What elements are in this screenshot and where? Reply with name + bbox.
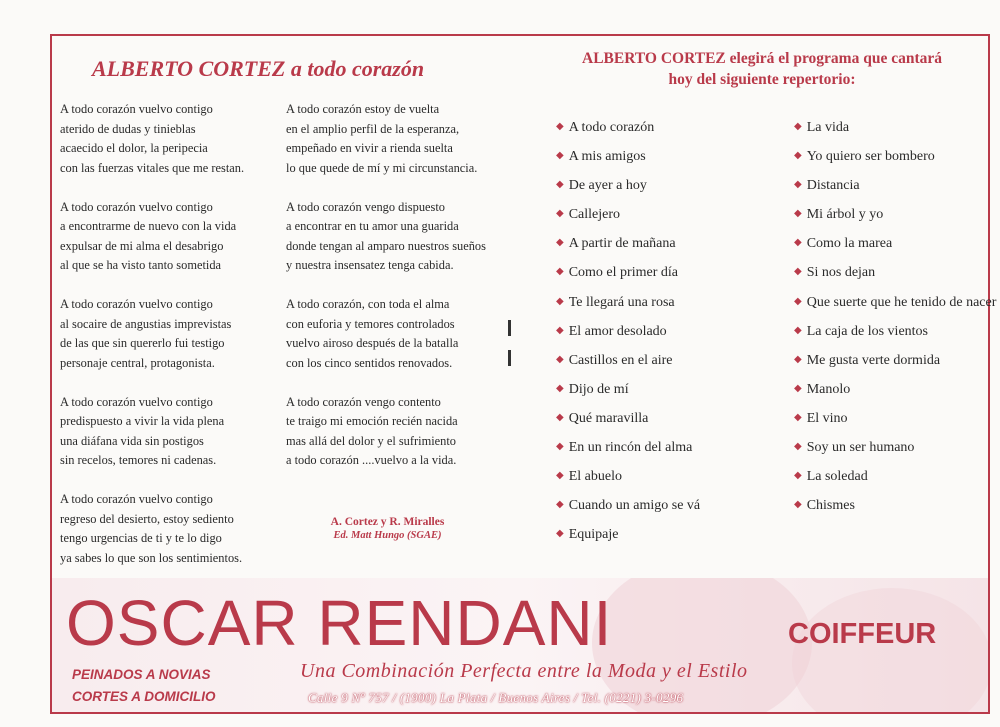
diamond-bullet-icon: ◆: [556, 266, 564, 278]
poem-line: A todo corazón vuelvo contigo: [60, 199, 213, 214]
diamond-bullet-icon: ◆: [794, 237, 802, 249]
diamond-bullet-icon: ◆: [794, 121, 802, 132]
poem-line: aterido de dudas y tinieblas: [60, 121, 196, 136]
diamond-bullet-icon: ◆: [556, 353, 564, 365]
song-item: [556, 149, 700, 178]
diamond-bullet-icon: ◆: [794, 382, 802, 394]
poem-line: A todo corazón estoy de vuelta: [286, 102, 440, 116]
song-item: [794, 382, 996, 411]
diamond-bullet-icon: ◆: [794, 411, 802, 423]
poem-line: A todo corazón vuelvo contigo: [60, 102, 213, 116]
poem-line: en el amplio perfil de la esperanza,: [286, 121, 460, 136]
song-title: Que suerte que he tenido de nacer: [806, 294, 997, 310]
diamond-bullet-icon: ◆: [794, 470, 802, 482]
song-item: [556, 527, 700, 556]
poem-title: ALBERTO CORTEZ a todo corazón: [92, 56, 425, 81]
song-title: En un rincón del alma: [568, 440, 693, 456]
song-item: [794, 469, 996, 498]
song-title: La vida: [806, 120, 850, 135]
diamond-bullet-icon: ◆: [556, 382, 564, 394]
poem-line: A todo corazón vuelvo contigo: [60, 297, 213, 311]
poem-line: A todo corazón vuelvo contigo: [60, 492, 213, 506]
diamond-bullet-icon: ◆: [556, 470, 564, 482]
poem-line: de las que sin quererlo fui testigo: [60, 336, 225, 350]
song-title: Soy un ser humano: [806, 440, 915, 456]
song-item: [794, 295, 996, 324]
song-item: [556, 353, 700, 382]
song-item: [794, 120, 996, 149]
diamond-bullet-icon: ◆: [794, 179, 802, 191]
poem-stanza: [60, 393, 244, 471]
poem-line: ya sabes lo que son los sentimientos.: [60, 550, 243, 565]
poem-line: vuelvo airoso después de la batalla: [286, 336, 459, 350]
song-title: Mi árbol y yo: [806, 207, 884, 223]
song-item: [556, 120, 700, 149]
salon-slogan: Una Combinación Perfecta entre la Moda y el Estilo: [300, 660, 748, 682]
song-title: Dijo de mí: [568, 381, 629, 397]
poem-line: con los cinco sentidos renovados.: [286, 355, 453, 370]
diamond-bullet-icon: ◆: [556, 295, 564, 307]
repertoire-title-line2: hoy del siguiente repertorio:: [668, 71, 856, 88]
poem-line: sin recelos, temores ni cadenas.: [60, 453, 217, 467]
poem-line: al socaire de angustias imprevistas: [60, 316, 232, 331]
diamond-bullet-icon: ◆: [556, 208, 564, 220]
song-item: [556, 236, 700, 265]
poem-column-2: [286, 100, 486, 490]
diamond-bullet-icon: ◆: [556, 411, 564, 423]
song-title: Manolo: [806, 381, 851, 397]
song-title: Te llegará una rosa: [568, 294, 675, 310]
diamond-bullet-icon: ◆: [556, 237, 564, 249]
song-title: Si nos dejan: [806, 265, 876, 281]
song-title: La soledad: [806, 469, 868, 485]
poem-line: regreso del desierto, estoy sediento: [60, 511, 234, 526]
poem-line: y nuestra insensatez tenga cabida.: [286, 258, 454, 272]
song-title: El vino: [806, 410, 848, 426]
song-item: [794, 236, 996, 265]
credits-publisher: Ed. Matt Hungo (SGAE): [333, 530, 442, 541]
poem-line: con euforia y temores controlados: [286, 316, 455, 331]
song-title: Yo quiero ser bombero: [806, 149, 935, 165]
poem-line: A todo corazón vengo dispuesto: [286, 199, 445, 214]
song-title: El abuelo: [568, 469, 622, 485]
diamond-bullet-icon: ◆: [556, 121, 564, 132]
poem-line: mas allá del dolor y el sufrimiento: [286, 433, 456, 448]
poem-line: a todo corazón ....vuelvo a la vida.: [286, 453, 457, 467]
diamond-bullet-icon: ◆: [556, 441, 564, 453]
song-item: [556, 207, 700, 236]
song-title: Chismes: [806, 498, 855, 514]
salon-services: [72, 664, 216, 708]
poem-stanza: [286, 198, 486, 276]
salon-coiffeur-label: COIFFEUR: [788, 618, 937, 650]
credits-authors: A. Cortez y R. Miralles: [330, 516, 445, 528]
song-title: De ayer a hoy: [568, 178, 647, 194]
song-item: [794, 324, 996, 353]
service-bridal: PEINADOS A NOVIAS: [72, 667, 211, 682]
song-title: Como el primer día: [568, 265, 678, 281]
poem-line: empeñado en vivir a rienda suelta: [286, 141, 453, 155]
diamond-bullet-icon: ◆: [794, 499, 802, 511]
advertisement-banner: [52, 578, 988, 712]
poem-line: a encontrar en tu amor una guarida: [286, 219, 459, 233]
song-item: [794, 411, 996, 440]
diamond-bullet-icon: ◆: [794, 353, 802, 365]
diamond-bullet-icon: ◆: [556, 528, 564, 540]
song-item: [794, 265, 996, 294]
poem-stanza: [286, 295, 486, 373]
song-item: [556, 498, 700, 527]
diamond-bullet-icon: ◆: [556, 324, 564, 336]
poem-line: A todo corazón vengo contento: [286, 394, 441, 409]
poem-stanza: [60, 198, 244, 276]
song-title: Cuando un amigo se vá: [568, 498, 701, 514]
poem-line: una diáfana vida sin postigos: [60, 433, 204, 448]
diamond-bullet-icon: ◆: [794, 208, 802, 220]
poem-line: te traigo mi emoción recién nacida: [286, 414, 458, 428]
diamond-bullet-icon: ◆: [794, 295, 802, 307]
salon-address: Calle 9 Nº 757 / (1900) La Plata / Buenos Aires / Tel. (0221) 3-0296: [308, 690, 684, 705]
song-item: [556, 382, 700, 411]
diamond-bullet-icon: ◆: [556, 499, 564, 511]
poem-line: a encontrarme de nuevo con la vida: [60, 219, 237, 233]
song-title: Distancia: [806, 178, 860, 194]
poem-line: expulsar de mi alma el desabrigo: [60, 238, 224, 253]
poem-credits: [300, 516, 475, 541]
repertoire-title-line1: ALBERTO CORTEZ elegirá el programa que cantará: [582, 50, 942, 67]
poem-line: donde tengan al amparo nuestros sueños: [286, 238, 486, 253]
song-list-2: [794, 120, 996, 527]
poem-column-1: [60, 100, 244, 588]
poem-line: con las fuerzas vitales que me restan.: [60, 160, 245, 175]
song-item: [794, 440, 996, 469]
poem-line: tengo urgencias de ti y te lo digo: [60, 531, 222, 545]
poem-stanza: [286, 100, 486, 178]
diamond-bullet-icon: ◆: [556, 179, 564, 191]
song-item: [556, 469, 700, 498]
poem-line: lo que quede de mí y mi circunstancia.: [286, 160, 478, 175]
song-title: Equipaje: [568, 527, 619, 543]
poem-line: predispuesto a vivir la vida plena: [60, 414, 225, 428]
poem-stanza: [60, 100, 244, 178]
diamond-bullet-icon: ◆: [794, 150, 802, 162]
diamond-bullet-icon: ◆: [794, 324, 802, 336]
salon-name: OSCAR RENDANI: [66, 587, 613, 659]
poem-stanza: [60, 295, 244, 373]
song-title: Me gusta verte dormida: [806, 352, 941, 368]
diamond-bullet-icon: ◆: [556, 150, 564, 162]
song-item: [794, 207, 996, 236]
poem-line: al que se ha visto tanto sometida: [60, 258, 222, 272]
song-item: [556, 295, 700, 324]
poem-line: acaecido el dolor, la peripecia: [60, 141, 208, 155]
song-item: [794, 149, 996, 178]
song-list-1: [556, 120, 700, 556]
poem-stanza: [60, 490, 244, 568]
song-title: Qué maravilla: [568, 410, 649, 426]
song-title: Callejero: [568, 207, 621, 223]
song-item: [794, 498, 996, 527]
repertoire-title: [556, 48, 968, 90]
song-title: A partir de mañana: [568, 236, 676, 252]
diamond-bullet-icon: ◆: [794, 266, 802, 278]
song-title: Como la marea: [806, 236, 893, 252]
poem-line: A todo corazón, con toda el alma: [286, 297, 450, 311]
poem-line: A todo corazón vuelvo contigo: [60, 394, 213, 409]
song-title: A mis amigos: [568, 149, 646, 165]
page-fold-marks: [508, 310, 516, 370]
poem-line: personaje central, protagonista.: [60, 355, 215, 370]
service-home-cuts: CORTES A DOMICILIO: [72, 689, 216, 704]
song-title: Castillos en el aire: [568, 352, 673, 368]
diamond-bullet-icon: ◆: [794, 441, 802, 453]
song-title: La caja de los vientos: [806, 323, 928, 339]
song-item: [794, 353, 996, 382]
song-item: [556, 178, 700, 207]
poem-stanza: [286, 393, 486, 471]
song-item: [794, 178, 996, 207]
song-item: [556, 265, 700, 294]
song-item: [556, 324, 700, 353]
song-title: A todo corazón: [568, 120, 655, 135]
song-item: [556, 440, 700, 469]
song-title: El amor desolado: [568, 323, 667, 339]
song-item: [556, 411, 700, 440]
